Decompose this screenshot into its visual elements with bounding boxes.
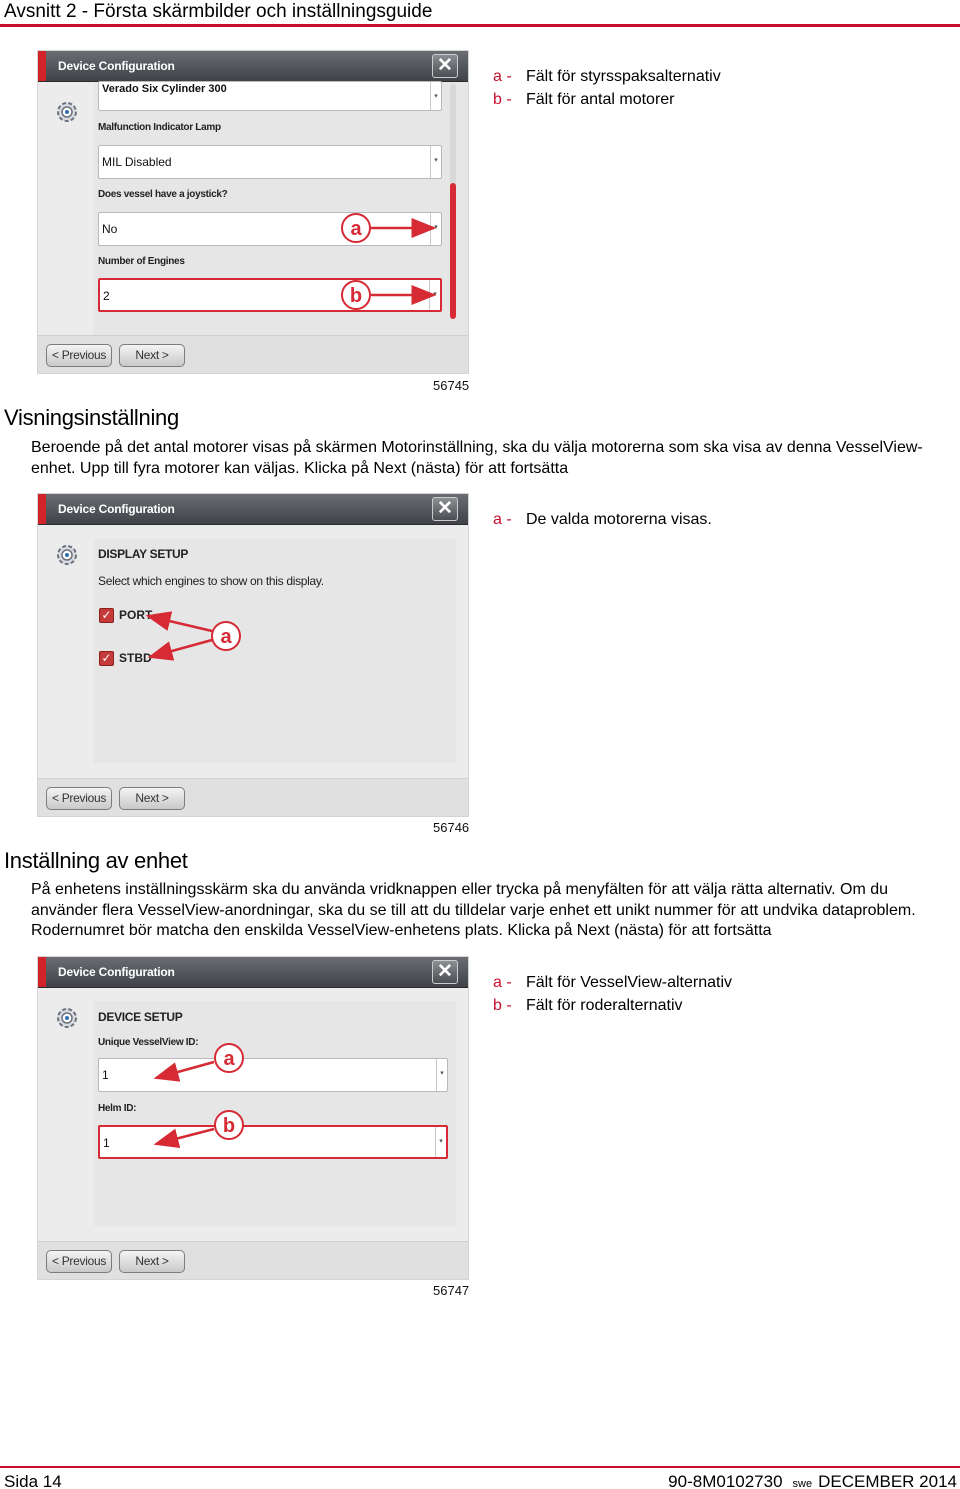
legend-item: b - Fält för antal motorer	[493, 91, 675, 108]
footer-rule	[0, 1466, 960, 1468]
callout-overlay	[38, 957, 469, 1280]
legend-3	[493, 974, 732, 1020]
header-rule	[0, 24, 960, 27]
chevron-down-icon: ▾	[430, 213, 441, 245]
callout-overlay	[38, 494, 469, 817]
callout-a-arrow-port	[148, 616, 212, 631]
port-label: PORT	[119, 608, 153, 622]
wizard-nav-bar	[38, 335, 468, 374]
doc-number: 90-8M0102730	[668, 1472, 783, 1489]
figure-number: 56745	[433, 378, 470, 393]
section-heading: Inställning av enhet	[4, 848, 188, 873]
footer-doc-info	[668, 1472, 957, 1489]
language-code: swe	[792, 1478, 813, 1489]
callout-overlay	[38, 51, 469, 374]
previous-button[interactable]: < Previous	[46, 1250, 112, 1273]
close-icon: ✕	[437, 961, 453, 982]
close-icon: ✕	[437, 55, 453, 76]
legend-item: b - Fält för roderalternativ	[493, 997, 683, 1014]
helm-label: Helm ID:	[98, 1103, 137, 1114]
chevron-down-icon: ▾	[436, 1059, 447, 1091]
callout-a-letter: a	[220, 626, 232, 648]
next-button[interactable]: Next >	[119, 344, 185, 367]
engines-label: Number of Engines	[98, 256, 185, 267]
section-body: Beroende på det antal motorer visas på skärmen Motorinställning, ska du välja motorerna som ska visa av denna VesselView-enhet. Upp till fyra motorer kan väljas. Klicka på Next (nästa) för att fortsätta	[31, 439, 923, 477]
joystick-value: No	[102, 222, 118, 236]
chevron-down-icon: ▾	[435, 1127, 446, 1157]
legend-1	[493, 68, 721, 114]
stbd-label: STBD	[119, 651, 152, 665]
legend-2	[493, 511, 712, 534]
wizard-nav-bar	[38, 778, 468, 817]
window-title: Device Configuration	[58, 965, 175, 979]
uid-value: 1	[102, 1068, 109, 1082]
callout-a-letter: a	[350, 218, 362, 240]
close-icon: ✕	[437, 498, 453, 519]
window-title: Device Configuration	[58, 59, 175, 73]
doc-date: DECEMBER 2014	[818, 1472, 957, 1489]
callout-a-letter: a	[223, 1048, 235, 1070]
device-setup-heading: DEVICE SETUP	[98, 1010, 183, 1024]
page-number: Sida 14	[4, 1472, 62, 1489]
engines-value: 2	[103, 289, 110, 303]
uid-label: Unique VesselView ID:	[98, 1037, 199, 1048]
legend-item: a - Fält för styrsspaksalternativ	[493, 68, 721, 85]
legend-item: a - De valda motorerna visas.	[493, 511, 712, 528]
figure-number: 56747	[433, 1283, 470, 1298]
mil-value: MIL Disabled	[102, 155, 172, 169]
display-setup-heading: DISPLAY SETUP	[98, 547, 189, 561]
screenshot-device-setup	[37, 956, 469, 1280]
callout-a-arrow	[156, 1062, 214, 1078]
window-title: Device Configuration	[58, 502, 175, 516]
previous-button[interactable]: < Previous	[46, 787, 112, 810]
wizard-nav-bar	[38, 1241, 468, 1280]
chevron-down-icon: ▾	[429, 280, 440, 310]
figure-number: 56746	[433, 820, 470, 835]
page-header-title: Avsnitt 2 - Första skärmbilder och inställningsguide	[4, 1, 433, 22]
mil-label: Malfunction Indicator Lamp	[98, 122, 221, 133]
next-button[interactable]: Next >	[119, 1250, 185, 1273]
next-button[interactable]: Next >	[119, 787, 185, 810]
chevron-down-icon: ▾	[430, 82, 441, 110]
engine-model-value: Verado Six Cylinder 300	[102, 83, 227, 95]
callout-b-letter: b	[222, 1115, 236, 1137]
callout-a-arrow-stbd	[150, 640, 212, 657]
callout-b-letter: b	[349, 285, 363, 307]
chevron-down-icon: ▾	[430, 146, 441, 178]
instruction-text: Select which engines to show on this display.	[98, 574, 324, 588]
joystick-label: Does vessel have a joystick?	[98, 189, 228, 200]
helm-value: 1	[103, 1136, 110, 1150]
callout-b-arrow	[156, 1129, 214, 1144]
legend-item: a - Fält för VesselView-alternativ	[493, 974, 733, 991]
stbd-checkbox[interactable]: ✓	[99, 651, 114, 666]
screenshot-display-setup	[37, 493, 469, 817]
section-body: På enhetens inställningsskärm ska du använda vridknappen eller trycka på menyfälten för att välja rätta alternativ. Om du använder flera VesselView-anordningar, ska du se till att du tilldelar varje enhet ett unikt nummer för att undvika dataproblem. Rodernumret bör matcha den enskilda VesselView-enhetens plats. Klicka på Next (nästa) för att fortsätta	[31, 881, 916, 939]
port-checkbox[interactable]: ✓	[99, 608, 114, 623]
previous-button[interactable]: < Previous	[46, 344, 112, 367]
section-heading: Visningsinställning	[4, 405, 179, 430]
screenshot-device-configuration-1	[37, 50, 469, 374]
